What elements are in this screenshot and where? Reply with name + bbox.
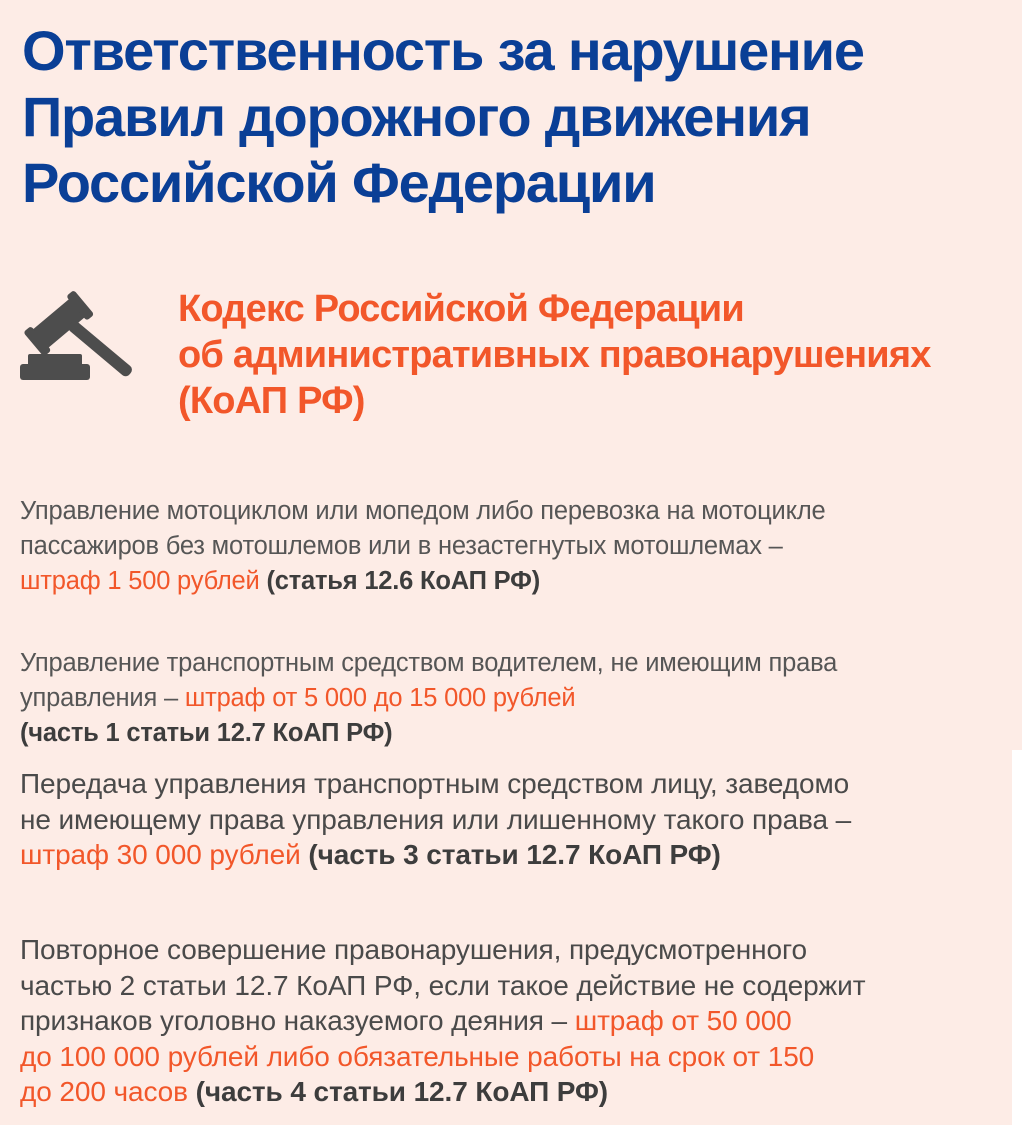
law-reference: (часть 3 статьи 12.7 КоАП РФ) [308, 839, 721, 870]
violation-item-2 [20, 646, 1010, 751]
violation-item-1 [20, 494, 1010, 599]
code-title [178, 286, 1008, 424]
fine-amount: до 200 часов [20, 1076, 188, 1107]
item-text: Управление мотоциклом или мопедом либо перевозка на мотоцикле [20, 497, 826, 525]
item-text: Управление транспортным средством водителем, не имеющим права [20, 649, 838, 677]
code-title-line-3: (КоАП РФ) [178, 380, 365, 422]
item-fine-line [20, 1003, 1010, 1039]
fine-amount: штраф от 50 000 [574, 1005, 792, 1036]
law-reference: (часть 1 статьи 12.7 КоАП РФ) [20, 719, 393, 747]
item-text: признаков уголовно наказуемого деяния – [20, 1005, 568, 1036]
item-text: пассажиров без мотошлемов или в незастегнутых мотошлемах – [20, 532, 783, 560]
item-fine-line [20, 564, 1010, 599]
gavel-icon [18, 282, 150, 386]
item-text: Передача управления транспортным средством лицу, заведомо [20, 768, 850, 799]
code-title-line-2: об административных правонарушениях [178, 334, 931, 376]
item-text: не имеющему права управления или лишенному такого права – [20, 803, 852, 835]
violation-item-4 [20, 932, 1010, 1110]
title-line-2: Правил дорожного движения [22, 85, 811, 148]
law-reference: (часть 4 статьи 12.7 КоАП РФ) [195, 1076, 609, 1107]
title-line-1: Ответственность за нарушение [22, 19, 864, 82]
item-text: частью 2 статьи 12.7 КоАП РФ, если такое действие не содержит [20, 969, 866, 1001]
fine-amount: штраф 30 000 рублей [20, 839, 301, 870]
title-line-3: Российской Федерации [22, 151, 656, 214]
item-fine-line [20, 681, 1010, 716]
code-title-line-1: Кодекс Российской Федерации [178, 288, 744, 330]
item-text: управления – [20, 684, 178, 712]
item-fine-line [20, 1074, 1010, 1110]
violation-item-3 [20, 766, 1010, 873]
item-fine-line [20, 837, 1010, 873]
law-reference: (статья 12.6 КоАП РФ) [266, 567, 541, 595]
fine-amount: до 100 000 рублей либо обязательные работы на срок от 150 [20, 1040, 815, 1072]
page-title [22, 18, 1002, 216]
right-edge-strip [1012, 750, 1022, 1125]
fine-amount: штраф от 5 000 до 15 000 рублей [184, 684, 576, 712]
fine-amount: штраф 1 500 рублей [20, 567, 260, 595]
item-text: Повторное совершение правонарушения, предусмотренного [20, 934, 807, 965]
